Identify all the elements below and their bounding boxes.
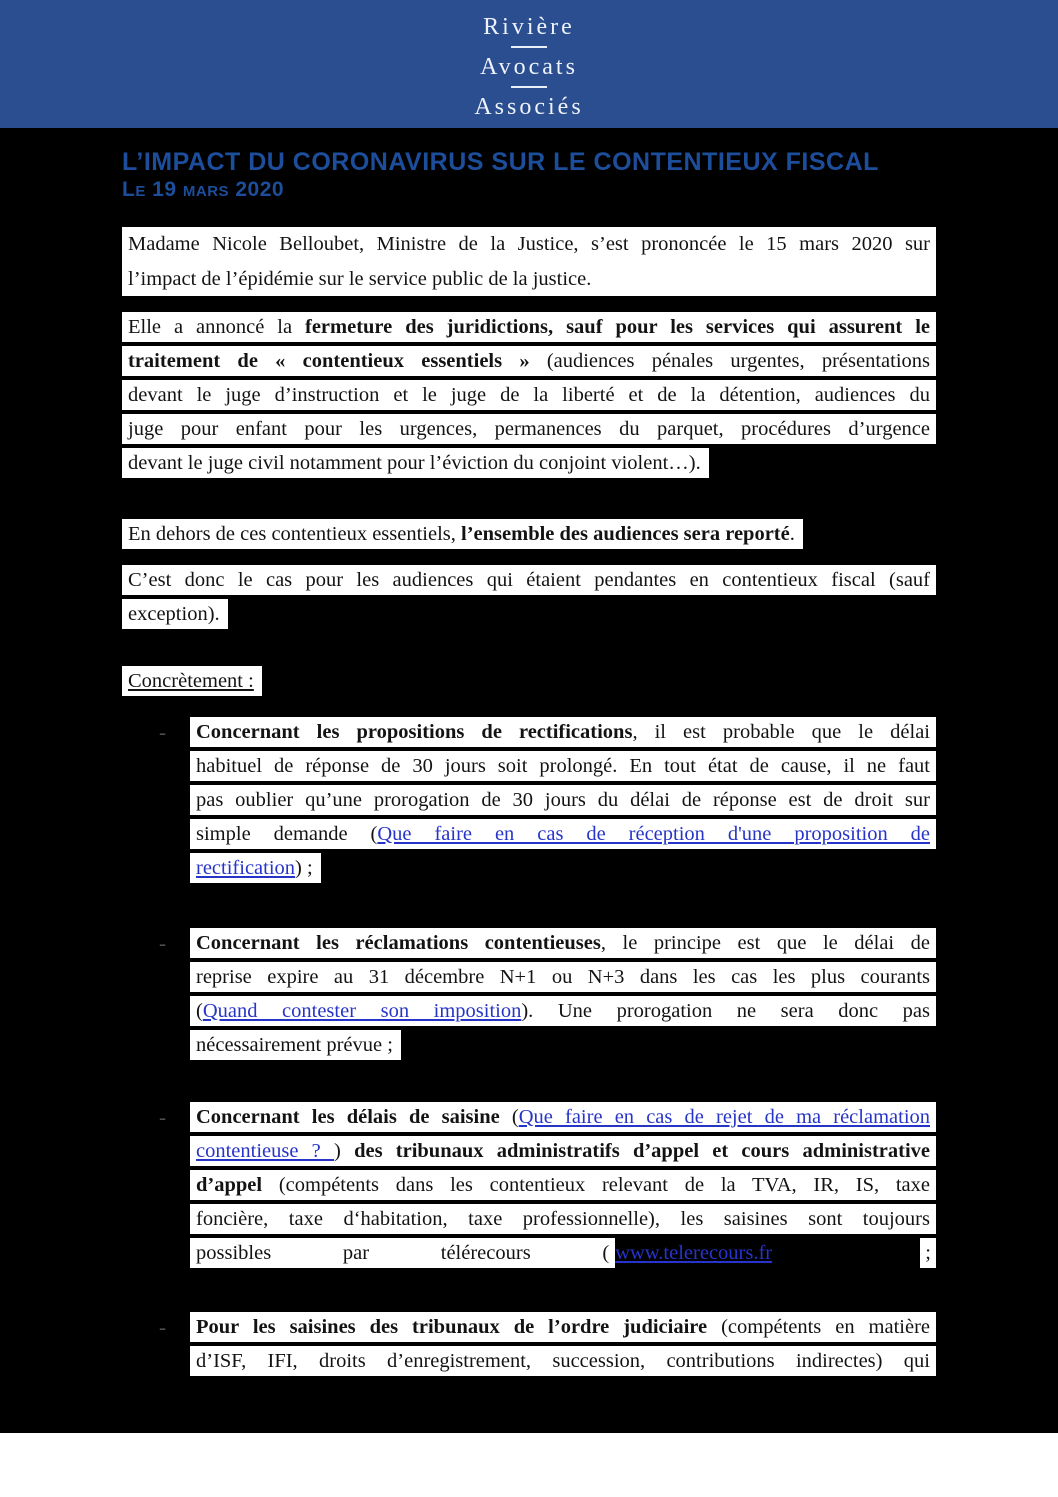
text-line xyxy=(122,565,936,595)
bullet-dash-icon: - xyxy=(159,1315,166,1339)
text-line xyxy=(122,599,228,629)
text-segment: Concrètement : xyxy=(128,670,254,692)
text-line xyxy=(190,1136,936,1166)
link-reception-proposition-rectification[interactable]: rectification xyxy=(196,857,296,879)
text-segment: Concernant les réclamations contentieuses xyxy=(196,932,601,954)
logo-line-riviere: Rivière xyxy=(483,14,575,40)
paragraph xyxy=(122,666,936,696)
firm-logo xyxy=(0,14,1058,120)
text-segment: des tribunaux administratifs d’appel et cours administrative xyxy=(354,1140,931,1162)
link-reception-proposition-rectification[interactable]: Que faire en cas de réception d'une proposition de xyxy=(377,823,931,845)
logo-line-associes: Associés xyxy=(474,94,584,120)
text-line xyxy=(190,996,936,1026)
text-line xyxy=(190,1346,936,1376)
text-segment: Elle a annoncé la xyxy=(128,316,305,338)
text-segment: reprise expire au 31 décembre N+1 ou N+3 dans les cas les plus courants xyxy=(196,966,930,988)
bullet-item xyxy=(122,1312,936,1380)
text-segment: . xyxy=(789,523,795,545)
text-segment: , le principe est que le délai de xyxy=(600,932,930,954)
text-segment: simple demande ( xyxy=(196,823,378,845)
text-line xyxy=(122,227,936,262)
text-line xyxy=(190,1204,936,1234)
page-date: Le 19 mars 2020 xyxy=(122,178,285,201)
text-segment: exception). xyxy=(128,603,220,625)
text-segment: Concernant les propositions de rectifications xyxy=(196,721,633,743)
paragraph xyxy=(122,227,936,296)
logo-divider xyxy=(511,86,547,88)
text-segment: (compétents en matière xyxy=(707,1316,931,1338)
text-line xyxy=(122,312,936,342)
bullet-dash-icon: - xyxy=(159,1105,166,1129)
text-segment: possibles par télérecours ( xyxy=(190,1238,615,1268)
page-title: L’IMPACT DU CORONAVIRUS SUR LE CONTENTIEUX FISCAL xyxy=(122,148,879,176)
header-band xyxy=(0,0,1058,128)
page-content xyxy=(0,128,1058,1380)
text-segment: ; xyxy=(920,1238,936,1268)
paragraph xyxy=(122,312,936,478)
text-line xyxy=(190,1102,936,1132)
text-line xyxy=(190,717,936,747)
text-line xyxy=(190,962,936,992)
text-segment: (compétents dans les contentieux relevant de la TVA, IR, IS, taxe xyxy=(262,1174,930,1196)
bullet-item xyxy=(122,928,936,1064)
text-segment: nécessairement prévue ; xyxy=(196,1034,393,1056)
link-rejet-reclamation-contentieuse[interactable]: contentieuse ? xyxy=(196,1140,335,1162)
paragraph xyxy=(122,519,936,549)
link-quand-contester-imposition[interactable]: Quand contester son imposition xyxy=(202,1000,522,1022)
text-segment: Madame Nicole Belloubet, Ministre de la Justice, s’est prononcée le 15 mars 2020 sur xyxy=(128,233,930,255)
text-segment: (audiences pénales urgentes, présentations xyxy=(529,350,930,372)
text-line xyxy=(122,519,803,549)
bullet-item xyxy=(122,1102,936,1272)
text-segment: foncière, taxe d‘habitation, taxe professionnelle), les saisines sont toujours xyxy=(196,1208,930,1230)
text-segment: devant le juge civil notamment pour l’éviction du conjoint violent…). xyxy=(128,452,701,474)
text-segment: l’impact de l’épidémie sur le service public de la justice. xyxy=(128,267,592,290)
link-rejet-reclamation-contentieuse[interactable]: Que faire en cas de rejet de ma réclamation xyxy=(518,1106,931,1128)
text-line xyxy=(122,380,936,410)
text-line xyxy=(190,853,321,883)
text-segment: habituel de réponse de 30 jours soit prolongé. En tout état de cause, il ne faut xyxy=(196,755,930,777)
bullet-dash-icon: - xyxy=(159,720,166,744)
logo-divider xyxy=(511,46,547,48)
text-line xyxy=(190,1238,936,1268)
paragraph xyxy=(122,565,936,629)
text-segment: ) xyxy=(334,1140,355,1162)
text-segment: d’appel xyxy=(196,1174,263,1196)
text-line xyxy=(122,262,936,297)
text-line xyxy=(190,819,936,849)
link-telerecours[interactable]: www.telerecours.fr xyxy=(615,1238,772,1268)
text-line xyxy=(122,666,262,696)
text-line xyxy=(190,751,936,781)
bullet-item xyxy=(122,717,936,887)
page-bottom-margin xyxy=(0,1433,1058,1497)
text-segment: , il est probable que le délai xyxy=(632,721,930,743)
text-segment: ( xyxy=(196,1000,203,1022)
text-line xyxy=(190,928,936,958)
text-segment: devant le juge d’instruction et le juge de la liberté et de la détention, audiences du xyxy=(128,384,930,406)
text-segment: juge pour enfant pour les urgences, permanences du parquet, procédures d’urgence xyxy=(128,418,930,440)
text-segment: ) ; xyxy=(295,857,313,879)
text-line xyxy=(122,346,936,376)
logo-line-avocats: Avocats xyxy=(480,54,578,80)
text-segment: l’ensemble des audiences sera reporté xyxy=(461,523,790,545)
text-line xyxy=(190,1170,936,1200)
text-line xyxy=(190,1030,401,1060)
text-segment: pas oublier qu’une prorogation de 30 jours du délai de réponse est de droit sur xyxy=(196,789,930,811)
text-segment: Concernant les délais de saisine xyxy=(196,1106,500,1128)
text-line xyxy=(190,1312,936,1342)
text-line xyxy=(122,414,936,444)
text-segment: C’est donc le cas pour les audiences qui étaient pendantes en contentieux fiscal (sauf xyxy=(128,569,930,591)
text-line xyxy=(122,448,709,478)
text-segment: traitement de « contentieux essentiels » xyxy=(128,350,530,372)
text-segment: ( xyxy=(499,1106,519,1128)
document-body xyxy=(122,227,936,1380)
text-segment: En dehors de ces contentieux essentiels, xyxy=(128,523,462,545)
text-segment: d’ISF, IFI, droits d’enregistrement, succession, contributions indirectes) qui xyxy=(196,1350,930,1372)
text-line xyxy=(190,785,936,815)
bullet-dash-icon: - xyxy=(159,931,166,955)
text-segment: fermeture des juridictions, sauf pour les services qui assurent le xyxy=(305,316,930,338)
text-segment: Pour les saisines des tribunaux de l’ordre judiciaire xyxy=(196,1316,708,1338)
text-segment: ). Une prorogation ne sera donc pas xyxy=(521,1000,930,1022)
